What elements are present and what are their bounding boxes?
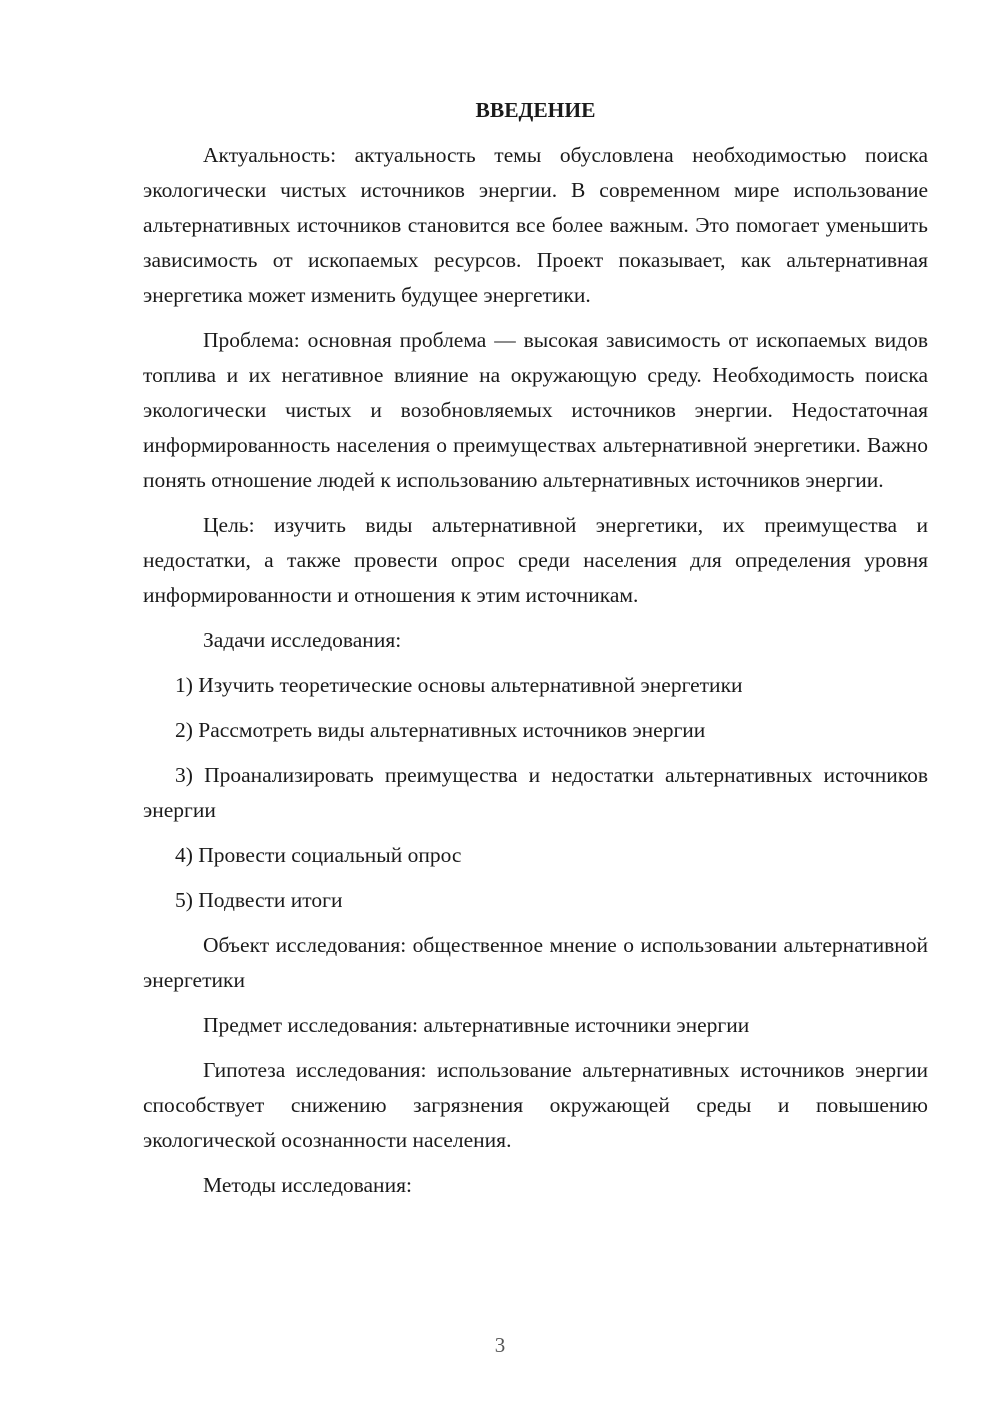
paragraph-goal: Цель: изучить виды альтернативной энергетики, их преимущества и недостатки, а также провести опрос среди населения для определения уровня информированности и отношения к этим источникам. <box>143 513 928 607</box>
paragraph-hypothesis: Гипотеза исследования: использование альтернативных источников энергии способствует снижению загрязнения окружающей среды и повышению экологической осознанности населения. <box>143 1058 928 1152</box>
page-number: 3 <box>494 1333 506 1357</box>
task-item: 3) Проанализировать преимущества и недостатки альтернативных источников энергии <box>143 763 928 822</box>
task-item: 5) Подвести итоги <box>175 888 343 912</box>
paragraph-object: Объект исследования: общественное мнение о использовании альтернативной энергетики <box>143 933 928 992</box>
paragraph-subject: Предмет исследования: альтернативные источники энергии <box>203 1013 750 1037</box>
document-page <box>143 92 928 1213</box>
paragraph-problem: Проблема: основная проблема — высокая зависимость от ископаемых видов топлива и их негативное влияние на окружающую среду. Необходимость поиска экологически чистых и возобновляемых источников энергии. Недостаточная информированность населения о преимуществах альтернативной энергетики. Важно понять отношение людей к использованию альтернативных источников энергии. <box>143 328 928 492</box>
methods-heading: Методы исследования: <box>203 1173 412 1197</box>
tasks-list <box>143 668 928 918</box>
tasks-heading: Задачи исследования: <box>203 628 402 652</box>
task-item: 1) Изучить теоретические основы альтернативной энергетики <box>175 673 743 697</box>
paragraph-relevance: Актуальность: актуальность темы обусловлена необходимостью поиска экологически чистых источников энергии. В современном мире использование альтернативных источников становится все более важным. Это помогает уменьшить зависимость от ископаемых ресурсов. Проект показывает, как альтернативная энергетика может изменить будущее энергетики. <box>143 143 928 307</box>
task-item: 4) Провести социальный опрос <box>175 843 462 867</box>
section-title: ВВЕДЕНИЕ <box>475 98 596 122</box>
task-item: 2) Рассмотреть виды альтернативных источников энергии <box>175 718 706 742</box>
